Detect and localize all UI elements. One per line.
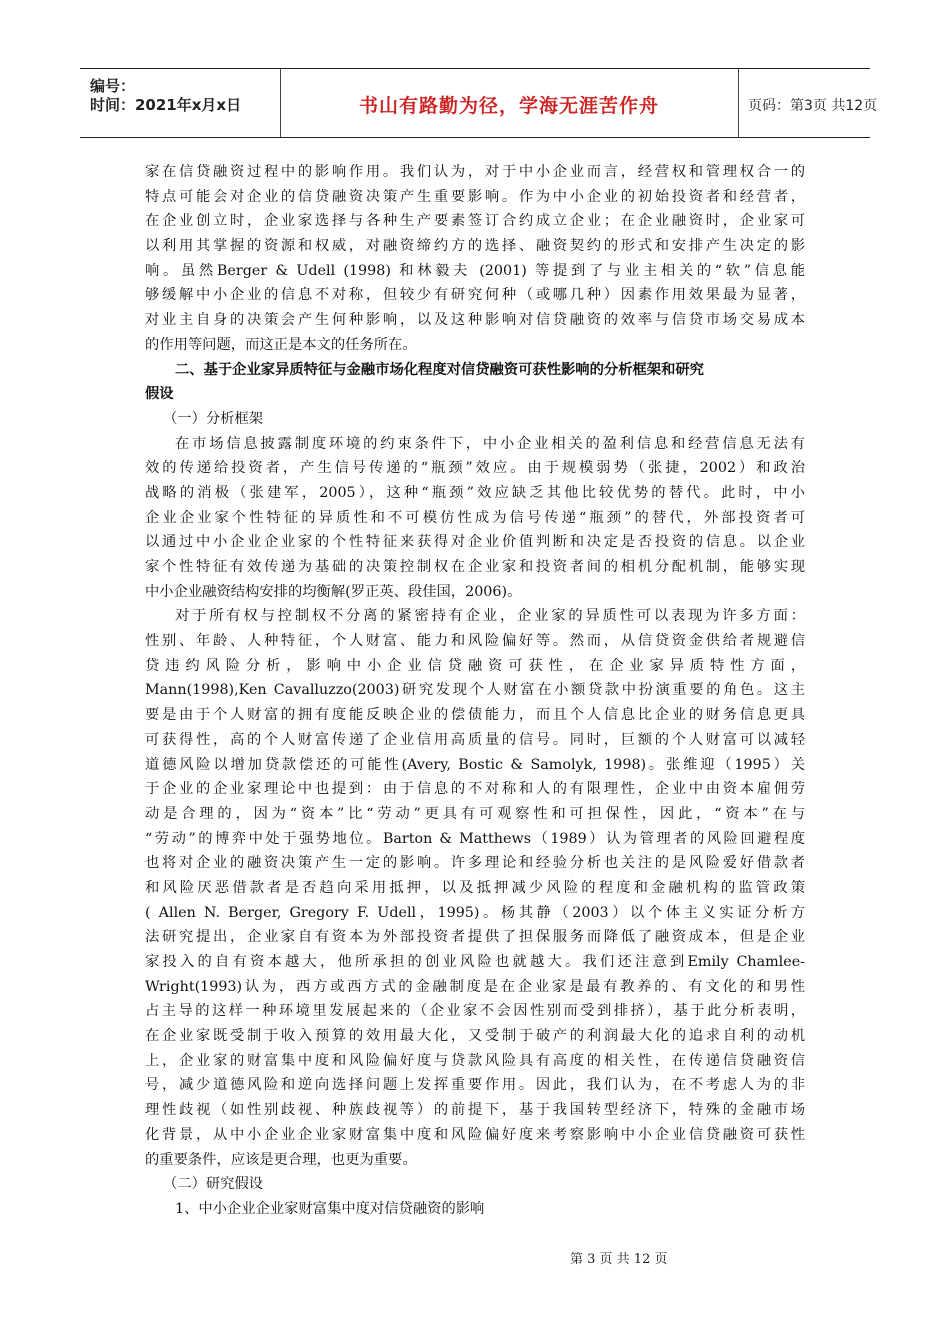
body-line: 在企业创立时，企业家选择与各种生产要素签订合约成立企业；在企业融资时，企业家可 [145,213,805,230]
body-line: 的作用等问题，而这正是本文的任务所在。 [145,336,417,353]
page-footer: 第 3 页 共 12 页 [570,1252,668,1267]
body-line: 动是合理的，因为“资本”比“劳动”更具有可观察性和可担保性，因此，“资本”在与 [145,805,805,822]
body-line: 号，减少道德风险和逆向选择问题上发挥重要作用。因此，我们认为，在不考虑人为的非 [145,1077,805,1094]
body-line: 和风险厌恶借款者是否趋向采用抵押，以及抵押减少风险的程度和金融机构的监管政策 [145,879,805,896]
body-line: 理性歧视（如性别歧视、种族歧视等）的前提下，基于我国转型经济下，特殊的金融市场 [145,1102,805,1119]
body-line: Mann(1998),Ken Cavalluzzo(2003)研究发现个人财富在小额贷款中扮演重要的角色。这主 [145,682,805,699]
body-line: Wright(1993)认为，西方或西方式的金融制度是在企业家是最有教养的、有文化的和男性 [145,978,805,995]
body-line: 以通过中小企业企业家的个性特征来获得对企业价值判断和决定是否投资的信息。以企业 [145,534,805,551]
body-line: 中小企业融资结构安排的均衡解(罗正英、段佳国，2006)。 [145,583,522,600]
body-line: 道德风险以增加贷款偿还的可能性(Avery, Bostic & Samolyk, 1998)。张维迎（1995）关 [145,756,805,773]
body-line: 特点可能会对企业的信贷融资决策产生重要影响。作为中小企业的初始投资者和经营者， [145,188,805,205]
header-motto: 书山有路勤为径，学海无涯苦作舟 [358,95,659,117]
document-time-label: 时间：2021年x月x日 [90,96,242,114]
header-left-cell [80,69,281,137]
body-line: 战略的消极（张建军，2005），这种“瓶颈”效应缺乏其他比较优势的替代。此时，中小 [145,484,805,501]
header-motto-cell [280,69,739,137]
body-line: 对业主自身的决策会产生何种影响，以及这种影响对信贷融资的效率与信贷市场交易成本 [145,312,805,329]
body-line: 企业企业家个性特征的异质性和不可模仿性成为信号传递“瓶颈”的替代，外部投资者可 [145,509,805,526]
subsection-heading: （一）分析框架 [163,410,264,427]
section-heading-cont: 假设 [145,386,174,403]
page-header [80,68,878,138]
body-line: 效的传递给投资者，产生信号传递的“瓶颈”效应。由于规模弱势（张捷，2002）和政治 [145,460,805,477]
body-line: 可获得性，高的个人财富传递了企业信用高质量的信号。同时，巨额的个人财富可以减轻 [145,731,805,748]
body-line: 的重要条件，应该是更合理，也更为重要。 [145,1151,417,1168]
body-line: 家个性特征有效传递为基础的决策控制权在企业家和投资者间的相机分配机制，能够实现 [145,559,805,575]
body-line: 响。虽然Berger & Udell (1998) 和林毅夫 (2001) 等提到了与业主相关的“软”信息能 [145,262,805,279]
body-line: 性别、年龄、人种特征，个人财富、能力和风险偏好等。然而，从信贷资金供给者规避信 [145,633,805,650]
body-line: 也将对企业的融资决策产生一定的影响。许多理论和经验分析也关注的是风险爱好借款者 [145,855,805,872]
body-line: 占主导的这样一种环境里发展起来的（企业家不会因性别而受到排挤），基于此分析表明， [145,1003,805,1020]
header-page-cell [738,69,878,137]
body-line: 在企业家既受制于收入预算的效用最大化，又受制于破产的利润最大化的追求自利的动机 [145,1028,805,1045]
section-heading: 二、基于企业家异质特征与金融市场化程度对信贷融资可获性影响的分析框架和研究 [175,361,704,378]
body-line: 上，企业家的财富集中度和风险偏好度与贷款风险具有高度的相关性，在传递信贷融资信 [145,1052,805,1069]
body-line: 化背景，从中小企业企业家财富集中度和风险偏好度来考察影响中小企业信贷融资可获性 [145,1126,805,1143]
body-line: 法研究提出，企业家自有资本为外部投资者提供了担保服务而降低了融资成本，但是企业 [145,929,805,946]
body-line: 于企业的企业家理论中也提到：由于信息的不对称和人的有限理性，企业中由资本雇佣劳 [145,781,805,798]
document-number-label: 编号： [90,77,136,95]
body-line: 够缓解中小企业的信息不对称，但较少有研究何种（或哪几种）因素作用效果最为显著， [145,287,805,304]
body-line: “劳动”的博弈中处于强势地位。Barton & Matthews（1989）认为管理者的风险回避程度 [145,830,805,847]
subsection-heading: （二）研究假设 [163,1176,264,1193]
body-line: 家在信贷融资过程中的影响作用。我们认为，对于中小企业而言，经营权和管理权合一的 [145,164,805,180]
document-body [145,160,805,1222]
body-line: 以利用其掌握的资源和权威，对融资缔约方的选择、融资契约的形式和安排产生决定的影 [145,238,805,255]
header-page-info: 页码：第3页 共12页 [748,98,878,114]
body-line: 要是由于个人财富的拥有度能反映企业的偿债能力，而且个人信息比企业的财务信息更具 [145,707,805,724]
body-line: 贷违约风险分析，影响中小企业信贷融资可获性，在企业家异质特性方面， [145,657,805,674]
body-line: 对于所有权与控制权不分离的紧密持有企业，企业家的异质性可以表现为许多方面： [175,608,805,625]
subsubsection-heading: 1、中小企业企业家财富集中度对信贷融资的影响 [175,1200,485,1217]
body-line: ( Allen N. Berger, Gregory F. Udell，1995)。杨其静（2003）以个体主义实证分析方 [145,904,805,921]
body-line: 家投入的自有资本越大，他所承担的创业风险也就越大。我们还注意到Emily Chamlee- [145,954,805,970]
body-line: 在市场信息披露制度环境的约束条件下，中小企业相关的盈利信息和经营信息无法有 [175,435,805,452]
